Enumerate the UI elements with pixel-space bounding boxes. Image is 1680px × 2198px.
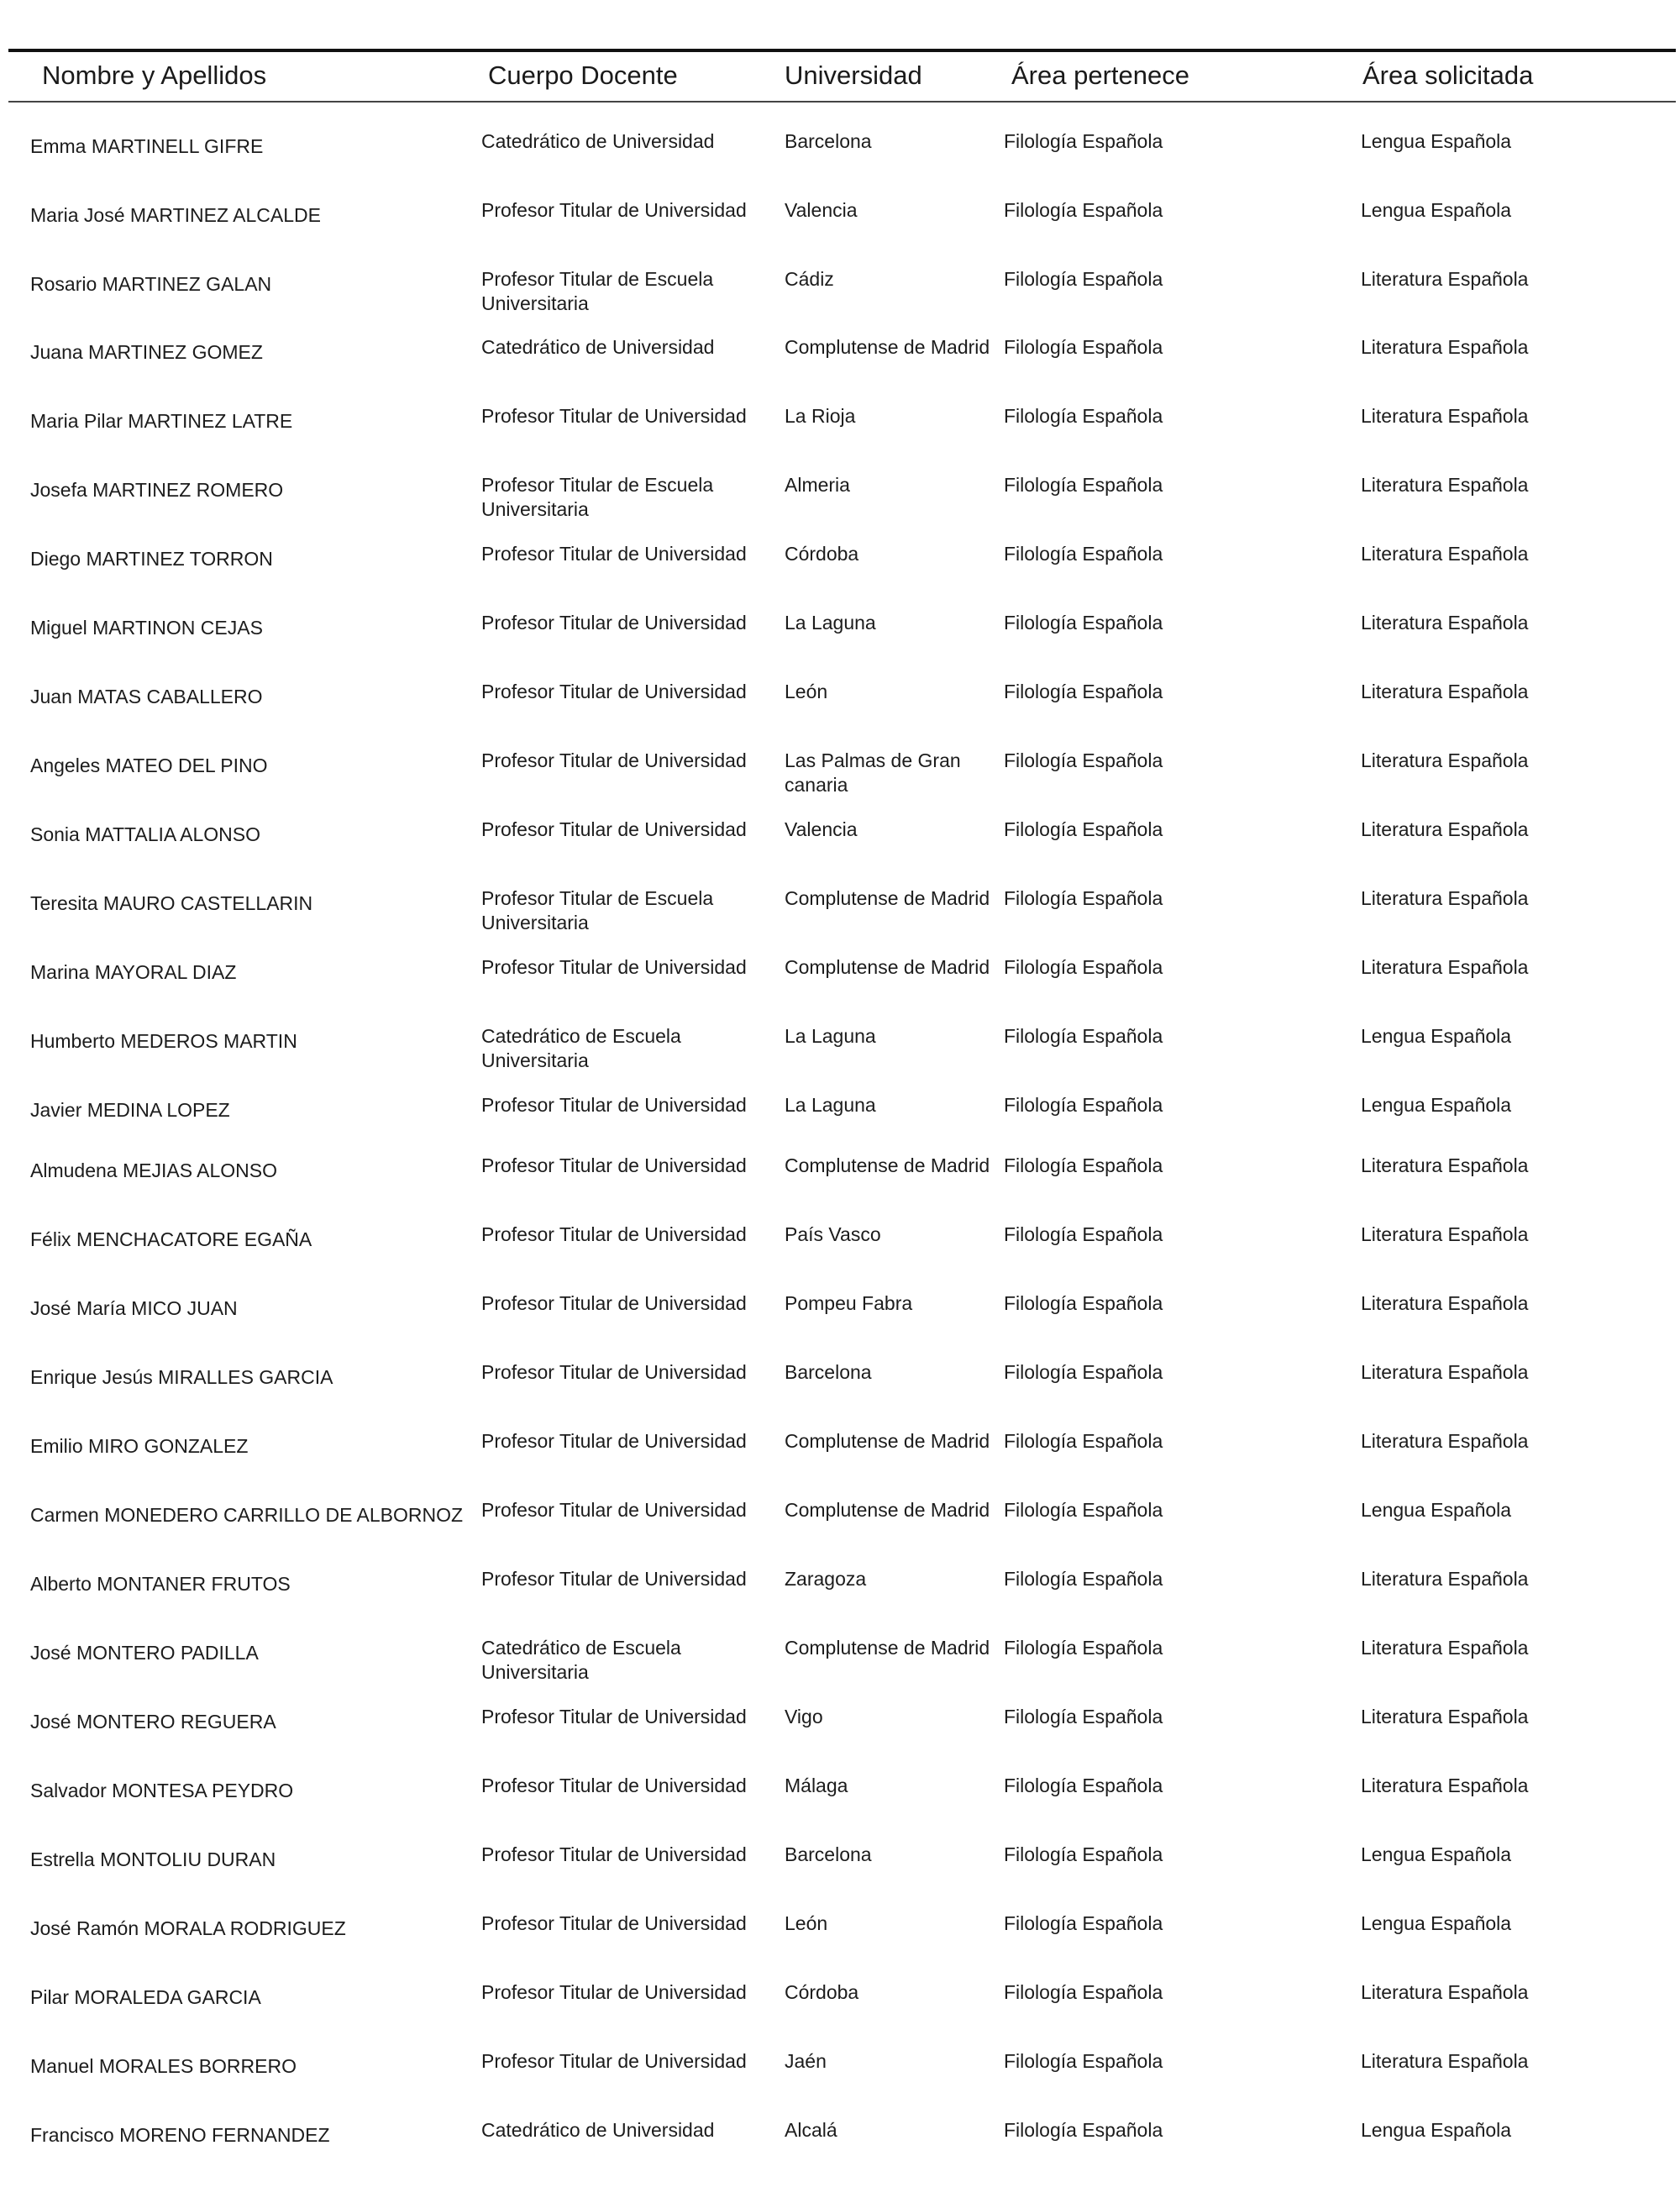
cell-universidad: Complutense de Madrid (785, 336, 990, 358)
table-row (0, 1291, 1680, 1350)
cell-area-pertenece: Filología Española (1004, 956, 1163, 978)
cell-universidad: León (785, 1912, 828, 1934)
cell-nombre: José MONTERO PADILLA (30, 1642, 259, 1664)
table-row (0, 818, 1680, 876)
cell-area-pertenece: Filología Española (1004, 681, 1163, 702)
cell-nombre: Alberto MONTANER FRUTOS (30, 1573, 291, 1595)
header-nombre: Nombre y Apellidos (42, 60, 267, 90)
cell-cuerpo-docente: Catedrático de Escuela Universitaria (481, 1025, 681, 1071)
table-row (0, 404, 1680, 463)
cell-area-solicitada: Lengua Española (1361, 1025, 1512, 1047)
cell-cuerpo-docente: Profesor Titular de Universidad (481, 956, 747, 978)
table-row (0, 1980, 1680, 2039)
cell-universidad: Almeria (785, 474, 850, 496)
cell-cuerpo-docente: Profesor Titular de Universidad (481, 1223, 747, 1245)
table-row (0, 1429, 1680, 1488)
cell-area-solicitada: Literatura Española (1361, 1154, 1529, 1176)
cell-area-pertenece: Filología Española (1004, 1706, 1163, 1727)
cell-universidad: Cádiz (785, 268, 834, 290)
cell-cuerpo-docente: Profesor Titular de Universidad (481, 1292, 747, 1314)
table-row (0, 267, 1680, 326)
cell-area-pertenece: Filología Española (1004, 1094, 1163, 1116)
cell-universidad: Complutense de Madrid (785, 956, 990, 978)
cell-universidad: Barcelona (785, 1843, 872, 1865)
cell-nombre: Emilio MIRO GONZALEZ (30, 1435, 249, 1457)
cell-universidad: Complutense de Madrid (785, 887, 990, 909)
table-row (0, 1567, 1680, 1626)
cell-universidad: Málaga (785, 1775, 848, 1796)
cell-nombre: José MONTERO REGUERA (30, 1711, 276, 1733)
cell-universidad: La Laguna (785, 1094, 876, 1116)
cell-area-pertenece: Filología Española (1004, 336, 1163, 358)
cell-universidad: Vigo (785, 1706, 823, 1727)
table-row (0, 1774, 1680, 1833)
cell-area-pertenece: Filología Española (1004, 1154, 1163, 1176)
cell-universidad: País Vasco (785, 1223, 881, 1245)
cell-cuerpo-docente: Profesor Titular de Universidad (481, 1361, 747, 1383)
cell-cuerpo-docente: Profesor Titular de Universidad (481, 818, 747, 840)
cell-universidad: Zaragoza (785, 1568, 867, 1590)
table-row (0, 2118, 1680, 2177)
cell-nombre: Pilar MORALEDA GARCIA (30, 1986, 261, 2008)
cell-area-solicitada: Literatura Española (1361, 681, 1529, 702)
cell-nombre: Juana MARTINEZ GOMEZ (30, 341, 263, 363)
cell-area-solicitada: Lengua Española (1361, 1499, 1512, 1521)
cell-universidad: Barcelona (785, 130, 872, 152)
cell-area-solicitada: Lengua Española (1361, 1094, 1512, 1116)
cell-cuerpo-docente: Profesor Titular de Escuela Universitaria (481, 474, 714, 520)
header-area-solicitada: Área solicitada (1362, 60, 1534, 90)
cell-cuerpo-docente: Profesor Titular de Universidad (481, 405, 747, 427)
cell-universidad: Complutense de Madrid (785, 1499, 990, 1521)
cell-area-solicitada: Literatura Española (1361, 956, 1529, 978)
header-cuerpo: Cuerpo Docente (488, 60, 678, 90)
cell-nombre: Angeles MATEO DEL PINO (30, 755, 268, 776)
cell-area-pertenece: Filología Española (1004, 1223, 1163, 1245)
cell-universidad: La Rioja (785, 405, 856, 427)
cell-cuerpo-docente: Catedrático de Universidad (481, 2119, 715, 2141)
cell-universidad: Valencia (785, 199, 858, 221)
table-row (0, 1223, 1680, 1281)
cell-cuerpo-docente: Profesor Titular de Universidad (481, 199, 747, 221)
cell-nombre: Francisco MORENO FERNANDEZ (30, 2124, 330, 2146)
cell-area-solicitada: Lengua Española (1361, 2119, 1512, 2141)
cell-nombre: Carmen MONEDERO CARRILLO DE ALBORNOZ (30, 1504, 464, 1526)
cell-area-pertenece: Filología Española (1004, 749, 1163, 771)
cell-nombre: Diego MARTINEZ TORRON (30, 548, 273, 570)
cell-universidad: Complutense de Madrid (785, 1154, 990, 1176)
cell-nombre: Manuel MORALES BORRERO (30, 2055, 297, 2077)
cell-area-pertenece: Filología Española (1004, 818, 1163, 840)
cell-cuerpo-docente: Profesor Titular de Universidad (481, 2050, 747, 2072)
cell-nombre: Teresita MAURO CASTELLARIN (30, 892, 313, 914)
cell-universidad: Córdoba (785, 1981, 859, 2003)
cell-area-solicitada: Literatura Española (1361, 336, 1529, 358)
cell-area-solicitada: Literatura Española (1361, 887, 1529, 909)
cell-area-pertenece: Filología Española (1004, 1361, 1163, 1383)
cell-area-solicitada: Literatura Española (1361, 1775, 1529, 1796)
cell-cuerpo-docente: Profesor Titular de Universidad (481, 543, 747, 565)
cell-cuerpo-docente: Profesor Titular de Universidad (481, 1499, 747, 1521)
cell-universidad: Complutense de Madrid (785, 1430, 990, 1452)
cell-cuerpo-docente: Profesor Titular de Universidad (481, 1094, 747, 1116)
cell-area-pertenece: Filología Española (1004, 130, 1163, 152)
cell-cuerpo-docente: Profesor Titular de Universidad (481, 1912, 747, 1934)
cell-nombre: Félix MENCHACATORE EGAÑA (30, 1228, 312, 1250)
cell-nombre: Javier MEDINA LOPEZ (30, 1099, 230, 1121)
cell-area-pertenece: Filología Española (1004, 2119, 1163, 2141)
cell-area-solicitada: Lengua Española (1361, 130, 1512, 152)
cell-nombre: Almudena MEJIAS ALONSO (30, 1159, 278, 1181)
table-row (0, 2049, 1680, 2108)
cell-nombre: Miguel MARTINON CEJAS (30, 617, 263, 639)
header-area-pertenece: Área pertenece (1011, 60, 1189, 90)
cell-area-solicitada: Lengua Española (1361, 199, 1512, 221)
cell-area-solicitada: Literatura Española (1361, 1361, 1529, 1383)
cell-area-pertenece: Filología Española (1004, 199, 1163, 221)
cell-nombre: Salvador MONTESA PEYDRO (30, 1780, 294, 1801)
cell-nombre: Juan MATAS CABALLERO (30, 686, 263, 707)
cell-area-pertenece: Filología Española (1004, 543, 1163, 565)
cell-area-pertenece: Filología Española (1004, 1025, 1163, 1047)
cell-area-solicitada: Literatura Española (1361, 474, 1529, 496)
table-row (0, 335, 1680, 394)
cell-nombre: Humberto MEDEROS MARTIN (30, 1030, 297, 1052)
cell-area-solicitada: Lengua Española (1361, 1912, 1512, 1934)
cell-area-solicitada: Literatura Española (1361, 612, 1529, 634)
cell-nombre: Enrique Jesús MIRALLES GARCIA (30, 1366, 333, 1388)
table-row (0, 1093, 1680, 1152)
cell-area-pertenece: Filología Española (1004, 1912, 1163, 1934)
table-row (0, 1911, 1680, 1970)
cell-universidad: Jaén (785, 2050, 827, 2072)
cell-area-pertenece: Filología Española (1004, 268, 1163, 290)
table-row (0, 1843, 1680, 1901)
table-row (0, 1705, 1680, 1764)
cell-universidad: León (785, 681, 828, 702)
cell-cuerpo-docente: Profesor Titular de Universidad (481, 1154, 747, 1176)
cell-area-solicitada: Literatura Española (1361, 268, 1529, 290)
table-row (0, 129, 1680, 188)
cell-cuerpo-docente: Catedrático de Universidad (481, 336, 715, 358)
cell-cuerpo-docente: Profesor Titular de Universidad (481, 1843, 747, 1865)
cell-area-pertenece: Filología Española (1004, 405, 1163, 427)
table-row (0, 1498, 1680, 1557)
table-row (0, 680, 1680, 739)
table-row (0, 198, 1680, 257)
cell-nombre: Marina MAYORAL DIAZ (30, 961, 237, 983)
cell-cuerpo-docente: Profesor Titular de Universidad (481, 612, 747, 634)
table-row (0, 542, 1680, 601)
cell-cuerpo-docente: Profesor Titular de Universidad (481, 1430, 747, 1452)
cell-area-pertenece: Filología Española (1004, 1430, 1163, 1452)
table-row (0, 1154, 1680, 1212)
cell-area-solicitada: Literatura Española (1361, 1981, 1529, 2003)
cell-area-pertenece: Filología Española (1004, 612, 1163, 634)
cell-area-solicitada: Literatura Española (1361, 1292, 1529, 1314)
cell-nombre: José Ramón MORALA RODRIGUEZ (30, 1917, 346, 1939)
cell-nombre: Emma MARTINELL GIFRE (30, 135, 264, 157)
cell-universidad: Las Palmas de Gran canaria (785, 749, 961, 796)
cell-universidad: Barcelona (785, 1361, 872, 1383)
cell-cuerpo-docente: Profesor Titular de Escuela Universitaria (481, 268, 714, 314)
cell-nombre: Maria Pilar MARTINEZ LATRE (30, 410, 293, 432)
cell-nombre: Maria José MARTINEZ ALCALDE (30, 204, 321, 226)
table-row (0, 1360, 1680, 1419)
cell-cuerpo-docente: Profesor Titular de Universidad (481, 1706, 747, 1727)
cell-cuerpo-docente: Profesor Titular de Universidad (481, 681, 747, 702)
table-row (0, 749, 1680, 807)
cell-area-solicitada: Literatura Española (1361, 543, 1529, 565)
table-row (0, 886, 1680, 945)
cell-nombre: José María MICO JUAN (30, 1297, 238, 1319)
cell-cuerpo-docente: Profesor Titular de Universidad (481, 1775, 747, 1796)
cell-universidad: Córdoba (785, 543, 859, 565)
cell-area-pertenece: Filología Española (1004, 474, 1163, 496)
cell-universidad: Pompeu Fabra (785, 1292, 913, 1314)
cell-area-pertenece: Filología Española (1004, 1637, 1163, 1659)
table-row (0, 955, 1680, 1014)
cell-universidad: Alcalá (785, 2119, 837, 2141)
cell-universidad: La Laguna (785, 1025, 876, 1047)
cell-universidad: Valencia (785, 818, 858, 840)
cell-area-solicitada: Literatura Española (1361, 1223, 1529, 1245)
cell-area-solicitada: Literatura Española (1361, 405, 1529, 427)
cell-area-pertenece: Filología Española (1004, 1981, 1163, 2003)
cell-nombre: Rosario MARTINEZ GALAN (30, 273, 272, 295)
cell-area-pertenece: Filología Española (1004, 887, 1163, 909)
cell-nombre: Josefa MARTINEZ ROMERO (30, 479, 284, 501)
cell-area-pertenece: Filología Española (1004, 1292, 1163, 1314)
cell-area-solicitada: Lengua Española (1361, 1843, 1512, 1865)
cell-cuerpo-docente: Profesor Titular de Universidad (481, 749, 747, 771)
cell-universidad: La Laguna (785, 612, 876, 634)
cell-cuerpo-docente: Profesor Titular de Universidad (481, 1981, 747, 2003)
header-universidad: Universidad (785, 60, 922, 90)
table-row (0, 1636, 1680, 1695)
cell-area-pertenece: Filología Española (1004, 2050, 1163, 2072)
cell-area-solicitada: Literatura Española (1361, 2050, 1529, 2072)
cell-area-solicitada: Literatura Española (1361, 1430, 1529, 1452)
cell-area-solicitada: Literatura Española (1361, 1637, 1529, 1659)
cell-cuerpo-docente: Profesor Titular de Universidad (481, 1568, 747, 1590)
cell-area-pertenece: Filología Española (1004, 1568, 1163, 1590)
cell-universidad: Complutense de Madrid (785, 1637, 990, 1659)
cell-nombre: Sonia MATTALIA ALONSO (30, 823, 260, 845)
cell-area-solicitada: Literatura Española (1361, 1568, 1529, 1590)
cell-nombre: Estrella MONTOLIU DURAN (30, 1848, 276, 1870)
cell-cuerpo-docente: Catedrático de Universidad (481, 130, 715, 152)
cell-area-pertenece: Filología Española (1004, 1499, 1163, 1521)
table-row (0, 611, 1680, 670)
table-row (0, 473, 1680, 532)
cell-cuerpo-docente: Catedrático de Escuela Universitaria (481, 1637, 681, 1683)
cell-cuerpo-docente: Profesor Titular de Escuela Universitaria (481, 887, 714, 933)
cell-area-pertenece: Filología Española (1004, 1775, 1163, 1796)
table-row (0, 1024, 1680, 1083)
cell-area-pertenece: Filología Española (1004, 1843, 1163, 1865)
cell-area-solicitada: Literatura Española (1361, 749, 1529, 771)
cell-area-solicitada: Literatura Española (1361, 818, 1529, 840)
cell-area-solicitada: Literatura Española (1361, 1706, 1529, 1727)
